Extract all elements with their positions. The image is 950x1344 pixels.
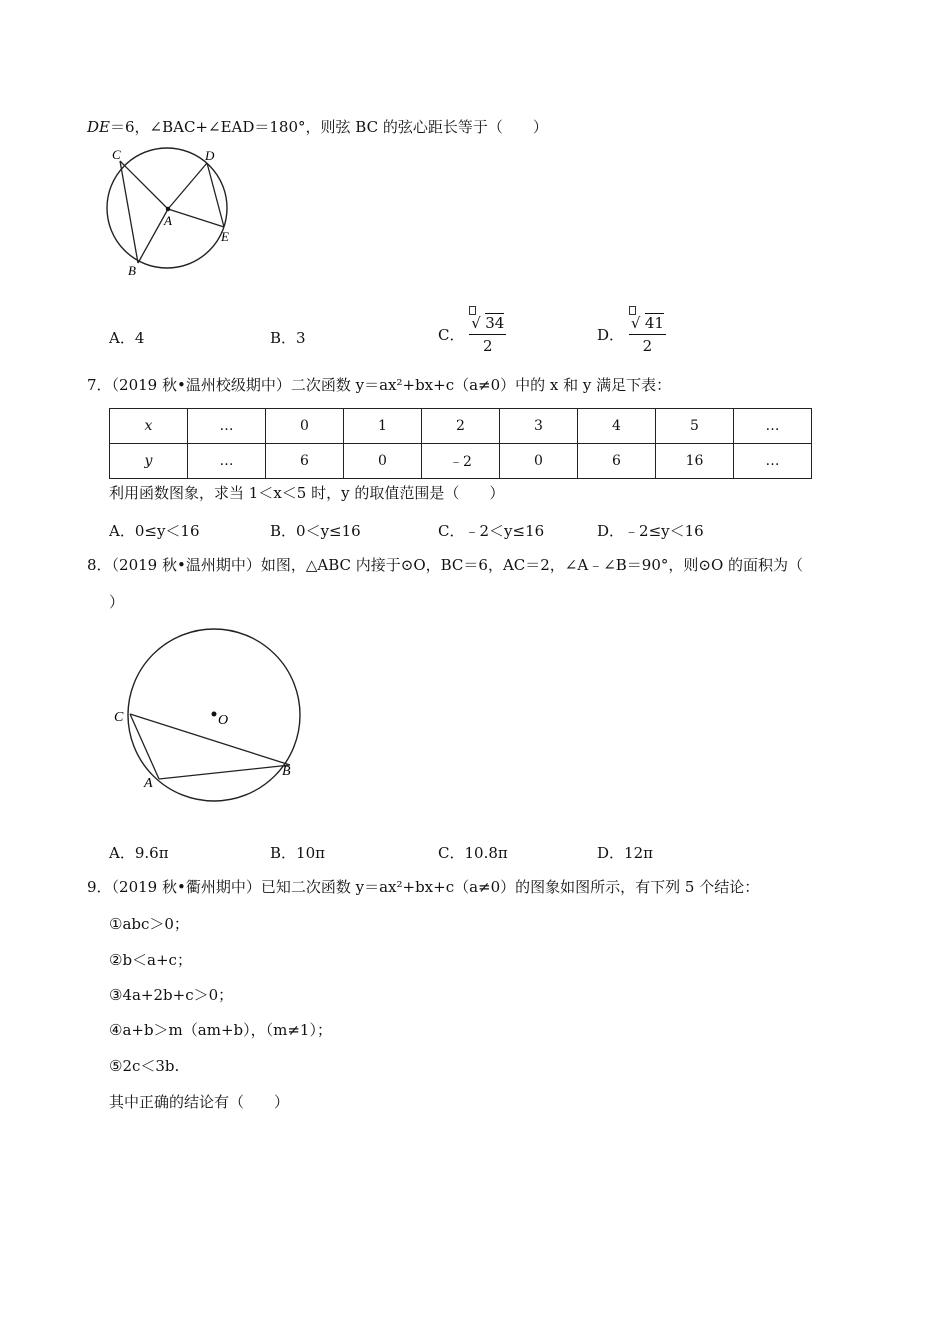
q9-conclusion-3: ③4a+2b+c＞0； [109, 986, 234, 1004]
q8-option-b[interactable]: B．10π [270, 844, 325, 862]
q8-label-c: C [114, 710, 124, 725]
table-cell: ﹣2 [422, 444, 500, 479]
q9-conclusion-2: ②b＜a+c； [109, 951, 192, 969]
q7-stem: 7．（2019 秋•温州校级期中）二次函数 y＝ax²+bx+c（a≠0）中的 x 和 y 满足下表： [87, 376, 672, 394]
q6-option-b[interactable]: B．3 [270, 329, 306, 347]
table-cell: 5 [656, 409, 734, 444]
q6-segment-ae [168, 209, 224, 227]
q7-question: 利用函数图象，求当 1＜x＜5 时，y 的取值范围是（ ） [109, 484, 505, 502]
table-cell: x [110, 409, 188, 444]
q6-label-b: B [128, 263, 136, 278]
q8-stem-cont: ） [109, 593, 125, 611]
q6-option-a[interactable]: A．4 [109, 329, 145, 347]
q6-label-e: E [221, 229, 229, 244]
table-cell: 2 [422, 409, 500, 444]
table-cell: y [110, 444, 188, 479]
q6-stem [87, 117, 548, 137]
q8-stem: 8．（2019 秋•温州期中）如图，△ABC 内接于⊙O，BC＝6，AC＝2，∠A﹣∠B＝90°，则⊙O 的面积为（ [87, 556, 804, 574]
table-cell: … [734, 409, 812, 444]
q6-label-a: A [164, 213, 172, 228]
q6-stem-text: ＝6，∠BAC+∠EAD＝180°，则弦 BC 的弦心距长等于（ ） [109, 118, 548, 136]
table-cell: 6 [266, 444, 344, 479]
table-row-y [110, 444, 812, 479]
q8-segment-cb [130, 714, 290, 765]
q6-segment-ad [168, 163, 207, 209]
table-cell: 4 [578, 409, 656, 444]
q9-question: 其中正确的结论有（ ） [109, 1093, 290, 1111]
table-cell: 1 [344, 409, 422, 444]
table-cell: 16 [656, 444, 734, 479]
q6-label-c: C [112, 147, 121, 162]
q7-option-d[interactable]: D．﹣2≤y＜16 [597, 522, 704, 540]
table-cell: 0 [344, 444, 422, 479]
table-cell: … [188, 444, 266, 479]
q8-label-b: B [282, 764, 291, 779]
q9-conclusion-4: ④a+b＞m（am+b），（m≠1）； [109, 1021, 332, 1039]
q6-option-c[interactable]: C． √ 34 2 [438, 312, 506, 357]
q9-conclusion-5: ⑤2c＜3b. [109, 1057, 180, 1075]
q8-option-a[interactable]: A．9.6π [109, 844, 169, 862]
q6-label-d: D [205, 148, 215, 163]
q8-option-c[interactable]: C．10.8π [438, 844, 508, 862]
q7-option-b[interactable]: B．0＜y≤16 [270, 522, 361, 540]
q6-option-c-fraction: √ 34 2 [469, 312, 506, 357]
table-cell: 0 [266, 409, 344, 444]
table-cell: 6 [578, 444, 656, 479]
table-cell: … [734, 444, 812, 479]
q6-option-d[interactable]: D． √ 41 2 [597, 312, 666, 357]
table-row-x [110, 409, 812, 444]
q6-center-dot [166, 207, 170, 211]
q6-stem-prefix: DE [87, 118, 110, 136]
q8-center-dot [212, 712, 217, 717]
q8-option-d[interactable]: D．12π [597, 844, 653, 862]
q8-segment-ab [159, 765, 290, 779]
q9-conclusion-1: ①abc＞0； [109, 915, 189, 933]
q8-label-a: A [144, 776, 153, 791]
q7-option-a[interactable]: A．0≤y＜16 [109, 522, 200, 540]
table-cell: … [188, 409, 266, 444]
q6-circle-figure [100, 140, 245, 280]
table-cell: 0 [500, 444, 578, 479]
q6-option-d-fraction: √ 41 2 [629, 312, 666, 357]
q8-label-o: O [218, 713, 229, 728]
q7-option-c[interactable]: C．﹣2＜y≤16 [438, 522, 545, 540]
q8-circle-figure [110, 625, 310, 810]
q7-value-table [109, 408, 812, 479]
table-cell: 3 [500, 409, 578, 444]
q9-stem: 9．（2019 秋•衢州期中）已知二次函数 y＝ax²+bx+c（a≠0）的图象如图所示，有下列 5 个结论： [87, 878, 760, 896]
